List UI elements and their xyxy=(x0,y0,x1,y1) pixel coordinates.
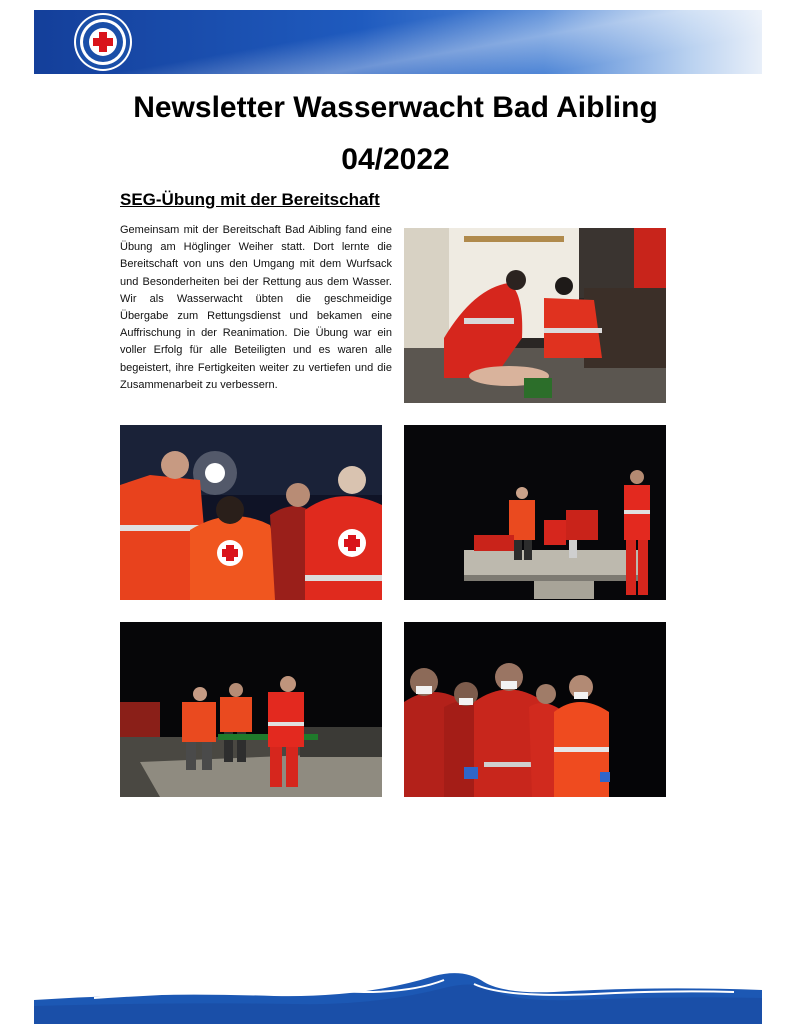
team-masks-photo xyxy=(404,622,666,797)
title-line-1: Newsletter Wasserwacht Bad Aibling xyxy=(133,91,658,124)
newsletter-title xyxy=(60,82,731,186)
wasserwacht-logo xyxy=(73,12,133,72)
article-heading: SEG-Übung mit der Bereitschaft xyxy=(120,190,380,209)
header-banner xyxy=(34,10,762,74)
header-highlight xyxy=(34,10,762,74)
night-dock-photo xyxy=(404,425,666,600)
footer-wave-graphic xyxy=(34,962,762,1024)
title-line-2: 04/2022 xyxy=(341,143,450,176)
reanimation-training-photo xyxy=(404,228,666,403)
stretcher-carry-photo xyxy=(120,622,382,797)
article-body: Gemeinsam mit der Bereitschaft Bad Aibling fand eine Übung am Höglinger Weiher statt. Dort lernte die Bereitschaft von uns den Umgang mit dem Wurfsack und Besonderheiten bei der Rettung aus dem Wasser. Wir als Wasserwacht übten die geschmeidige Übergabe zum Rettungsdienst und bekamen eine Auffrischung in der Reanimation. Die Übung war ein voller Erfolg für alle Beteiligten und es waren alle begeistert, ihre Fertigkeiten weiter zu vertiefen und die Zusammenarbeit zu verbessern. xyxy=(120,224,392,391)
group-briefing-photo xyxy=(120,425,382,600)
